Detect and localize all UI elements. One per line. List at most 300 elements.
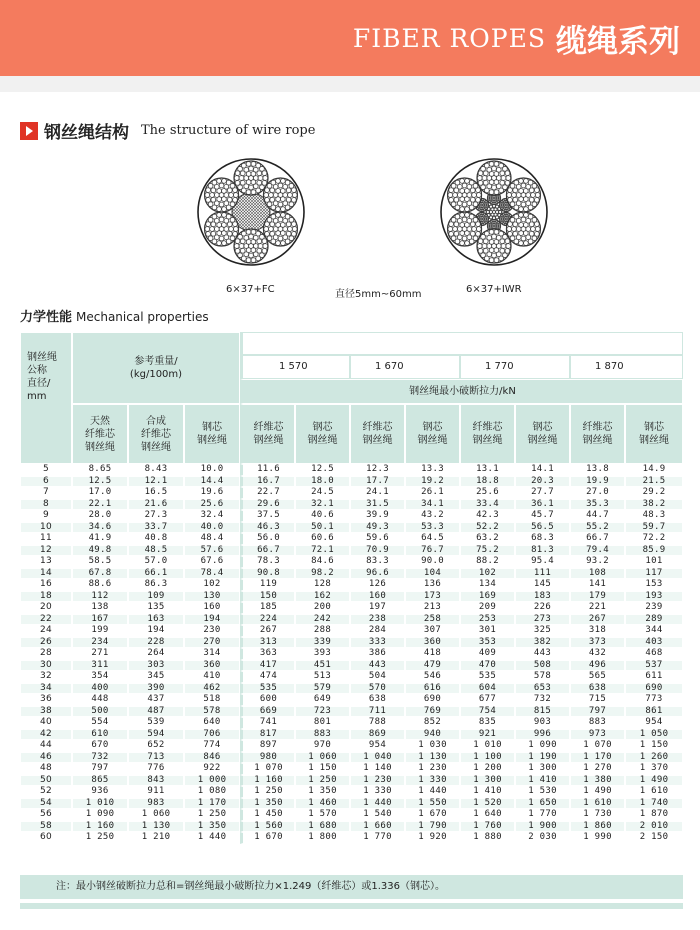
value-cell: 41.9 <box>72 533 128 545</box>
table-row <box>20 706 683 718</box>
value-cell: 40.8 <box>128 533 184 545</box>
banner-title <box>353 16 680 61</box>
diameter-cell: 42 <box>20 729 72 741</box>
structure-title-cn: 钢丝绳结构 <box>44 123 129 143</box>
column-subheader <box>460 404 515 464</box>
value-cell: 861 <box>625 706 683 718</box>
value-cell: 49.3 <box>350 522 405 534</box>
value-cell: 690 <box>405 694 460 706</box>
value-cell: 102 <box>184 579 240 591</box>
diameter-cell: 54 <box>20 798 72 810</box>
value-cell: 360 <box>405 637 460 649</box>
value-cell: 410 <box>184 671 240 683</box>
value-cell: 13.8 <box>570 464 625 476</box>
value-cell: 46.3 <box>240 522 295 534</box>
value-cell: 451 <box>295 660 350 672</box>
value-cell: 70.9 <box>350 545 405 557</box>
value-cell: 1 490 <box>625 775 683 787</box>
value-cell: 38.2 <box>625 499 683 511</box>
value-cell: 1 250 <box>72 832 128 844</box>
weight-header-line: (kg/100m) <box>129 369 183 380</box>
diameter-cell: 26 <box>20 637 72 649</box>
value-cell: 883 <box>295 729 350 741</box>
column-subheader-line: 纤维芯 <box>582 422 613 433</box>
value-cell: 1 330 <box>350 786 405 798</box>
value-cell: 60.6 <box>295 533 350 545</box>
value-cell: 16.5 <box>128 487 184 499</box>
value-cell: 138 <box>72 602 128 614</box>
diameter-cell: 30 <box>20 660 72 672</box>
value-cell: 1 650 <box>515 798 570 810</box>
value-cell: 14.4 <box>184 476 240 488</box>
value-cell: 136 <box>405 579 460 591</box>
value-cell: 238 <box>350 614 405 626</box>
value-cell: 12.1 <box>128 476 184 488</box>
value-cell: 194 <box>128 625 184 637</box>
value-cell: 815 <box>515 706 570 718</box>
value-cell: 52.2 <box>460 522 515 534</box>
value-cell: 59.6 <box>350 533 405 545</box>
value-cell: 382 <box>515 637 570 649</box>
value-cell: 33.7 <box>128 522 184 534</box>
table-row <box>20 752 683 764</box>
column-subheader-line: 钢丝绳 <box>582 435 613 446</box>
value-cell: 487 <box>128 706 184 718</box>
value-cell: 970 <box>295 740 350 752</box>
value-cell: 1 380 <box>570 775 625 787</box>
diameter-cell: 5 <box>20 464 72 476</box>
table-row <box>20 694 683 706</box>
grade-top-spacer <box>240 332 683 355</box>
value-cell: 12.5 <box>72 476 128 488</box>
value-cell: 393 <box>295 648 350 660</box>
value-cell: 1 660 <box>350 821 405 833</box>
value-cell: 53.3 <box>405 522 460 534</box>
value-cell: 84.6 <box>295 556 350 568</box>
value-cell: 1 610 <box>625 786 683 798</box>
value-cell: 921 <box>460 729 515 741</box>
column-subheader-line: 天然 <box>90 415 110 427</box>
value-cell: 325 <box>515 625 570 637</box>
value-cell: 200 <box>295 602 350 614</box>
grade-header: 1 870 <box>570 355 683 380</box>
value-cell: 289 <box>625 614 683 626</box>
value-cell: 1 920 <box>405 832 460 844</box>
column-subheader-line: 钢芯 <box>422 422 443 433</box>
value-cell: 883 <box>570 717 625 729</box>
value-cell: 66.7 <box>240 545 295 557</box>
table-row <box>20 625 683 637</box>
value-cell: 980 <box>240 752 295 764</box>
value-cell: 339 <box>295 637 350 649</box>
diameter-cell: 36 <box>20 694 72 706</box>
value-cell: 48.4 <box>184 533 240 545</box>
value-cell: 773 <box>625 694 683 706</box>
value-cell: 611 <box>625 671 683 683</box>
value-cell: 183 <box>515 591 570 603</box>
value-cell: 741 <box>240 717 295 729</box>
value-cell: 373 <box>570 637 625 649</box>
column-subheader-line: 钢丝绳 <box>141 441 171 453</box>
table-row <box>20 545 683 557</box>
value-cell: 1 070 <box>240 763 295 775</box>
value-cell: 36.1 <box>515 499 570 511</box>
value-cell: 713 <box>128 752 184 764</box>
value-cell: 197 <box>350 602 405 614</box>
value-cell: 1 250 <box>184 809 240 821</box>
value-cell: 911 <box>128 786 184 798</box>
value-cell: 443 <box>515 648 570 660</box>
value-cell: 1 050 <box>625 729 683 741</box>
value-cell: 468 <box>625 648 683 660</box>
diameter-cell: 28 <box>20 648 72 660</box>
value-cell: 578 <box>515 671 570 683</box>
diameter-cell: 22 <box>20 614 72 626</box>
value-cell: 66.7 <box>570 533 625 545</box>
table-row <box>20 476 683 488</box>
value-cell: 19.9 <box>570 476 625 488</box>
value-cell: 43.2 <box>405 510 460 522</box>
value-cell: 462 <box>184 683 240 695</box>
value-cell: 104 <box>405 568 460 580</box>
value-cell: 922 <box>184 763 240 775</box>
value-cell: 169 <box>460 591 515 603</box>
value-cell: 1 770 <box>515 809 570 821</box>
value-cell: 17.0 <box>72 487 128 499</box>
value-cell: 50.1 <box>295 522 350 534</box>
mechanical-title-cn: 力学性能 <box>20 310 73 325</box>
column-subheader-line: 钢丝绳 <box>417 435 448 446</box>
value-cell: 1 350 <box>184 821 240 833</box>
value-cell: 1 520 <box>460 798 515 810</box>
value-cell: 55.2 <box>570 522 625 534</box>
value-cell: 1 490 <box>570 786 625 798</box>
footer-bar <box>20 903 683 909</box>
value-cell: 108 <box>570 568 625 580</box>
value-cell: 354 <box>72 671 128 683</box>
column-subheader-line: 钢芯 <box>532 422 553 433</box>
value-cell: 1 870 <box>625 809 683 821</box>
value-cell: 386 <box>350 648 405 660</box>
value-cell: 28.0 <box>72 510 128 522</box>
value-cell: 1 330 <box>405 775 460 787</box>
column-subheader-line: 钢丝绳 <box>472 435 503 446</box>
table-row <box>20 568 683 580</box>
value-cell: 797 <box>72 763 128 775</box>
value-cell: 12.3 <box>350 464 405 476</box>
banner-divider <box>0 76 700 92</box>
value-cell: 33.4 <box>460 499 515 511</box>
diameter-cell: 58 <box>20 821 72 833</box>
value-cell: 535 <box>240 683 295 695</box>
value-cell: 14.9 <box>625 464 683 476</box>
value-cell: 1 370 <box>625 763 683 775</box>
value-cell: 18.8 <box>460 476 515 488</box>
column-subheader-line: 纤维芯 <box>253 422 284 433</box>
value-cell: 31.5 <box>350 499 405 511</box>
value-cell: 1 670 <box>240 832 295 844</box>
value-cell: 117 <box>625 568 683 580</box>
value-cell: 437 <box>128 694 184 706</box>
table-row <box>20 683 683 695</box>
value-cell: 267 <box>570 614 625 626</box>
column-subheader-line: 钢丝绳 <box>307 435 338 446</box>
value-cell: 1 090 <box>515 740 570 752</box>
value-cell: 85.9 <box>625 545 683 557</box>
value-cell: 1 730 <box>570 809 625 821</box>
value-cell: 390 <box>128 683 184 695</box>
value-cell: 11.6 <box>240 464 295 476</box>
value-cell: 1 860 <box>570 821 625 833</box>
column-subheader <box>128 404 184 464</box>
value-cell: 1 440 <box>184 832 240 844</box>
value-cell: 12.5 <box>295 464 350 476</box>
diameter-cell: 10 <box>20 522 72 534</box>
table-footnote: 注：最小钢丝破断拉力总和=钢丝绳最小破断拉力×1.249（纤维芯）或1.336（钢芯）。 <box>20 875 683 899</box>
value-cell: 2 030 <box>515 832 570 844</box>
value-cell: 1 030 <box>405 740 460 752</box>
value-cell: 546 <box>405 671 460 683</box>
value-cell: 1 740 <box>625 798 683 810</box>
value-cell: 706 <box>184 729 240 741</box>
value-cell: 59.7 <box>625 522 683 534</box>
value-cell: 112 <box>72 591 128 603</box>
value-cell: 1 160 <box>72 821 128 833</box>
column-subheader <box>295 404 350 464</box>
column-subheader-line: 钢丝绳 <box>253 435 284 446</box>
diameter-cell: 18 <box>20 591 72 603</box>
rope-cross-section-fc-diagram <box>195 156 307 268</box>
value-cell: 1 230 <box>405 763 460 775</box>
value-cell: 1 040 <box>350 752 405 764</box>
column-subheader <box>515 404 570 464</box>
iwr-caption: 6×37+IWR <box>466 284 522 295</box>
value-cell: 360 <box>184 660 240 672</box>
value-cell: 869 <box>350 729 405 741</box>
value-cell: 1 760 <box>460 821 515 833</box>
value-cell: 537 <box>625 660 683 672</box>
value-cell: 307 <box>405 625 460 637</box>
value-cell: 518 <box>184 694 240 706</box>
value-cell: 88.2 <box>460 556 515 568</box>
value-cell: 1 350 <box>295 786 350 798</box>
value-cell: 29.2 <box>625 487 683 499</box>
value-cell: 101 <box>625 556 683 568</box>
value-cell: 1 250 <box>240 786 295 798</box>
value-cell: 1 800 <box>295 832 350 844</box>
column-subheader <box>350 404 405 464</box>
value-cell: 153 <box>625 579 683 591</box>
value-cell: 14.1 <box>515 464 570 476</box>
column-subheader-line: 纤维芯 <box>472 422 503 433</box>
value-cell: 1 450 <box>240 809 295 821</box>
column-subheader-line: 钢芯 <box>312 422 333 433</box>
value-cell: 18.0 <box>295 476 350 488</box>
value-cell: 513 <box>295 671 350 683</box>
diameter-cell: 46 <box>20 752 72 764</box>
value-cell: 17.7 <box>350 476 405 488</box>
value-cell: 213 <box>405 602 460 614</box>
value-cell: 221 <box>570 602 625 614</box>
diameter-cell: 16 <box>20 579 72 591</box>
value-cell: 1 550 <box>405 798 460 810</box>
value-cell: 264 <box>128 648 184 660</box>
value-cell: 8.43 <box>128 464 184 476</box>
value-cell: 496 <box>570 660 625 672</box>
break-force-header: 钢丝绳最小破断拉力/kN <box>240 379 683 404</box>
table-row <box>20 591 683 603</box>
table-row <box>20 660 683 672</box>
column-subheader <box>405 404 460 464</box>
value-cell: 1 160 <box>240 775 295 787</box>
column-subheader-line: 钢芯 <box>202 422 222 433</box>
value-cell: 40.6 <box>295 510 350 522</box>
table-row <box>20 499 683 511</box>
table-row <box>20 775 683 787</box>
value-cell: 801 <box>295 717 350 729</box>
value-cell: 1 410 <box>515 775 570 787</box>
value-cell: 1 770 <box>350 832 405 844</box>
value-cell: 973 <box>570 729 625 741</box>
value-cell: 1 200 <box>460 763 515 775</box>
value-cell: 273 <box>515 614 570 626</box>
value-cell: 57.6 <box>184 545 240 557</box>
value-cell: 10.0 <box>184 464 240 476</box>
value-cell: 20.3 <box>515 476 570 488</box>
value-cell: 504 <box>350 671 405 683</box>
mechanical-heading <box>20 306 209 325</box>
value-cell: 1 230 <box>350 775 405 787</box>
value-cell: 72.1 <box>295 545 350 557</box>
value-cell: 93.2 <box>570 556 625 568</box>
value-cell: 35.3 <box>570 499 625 511</box>
value-cell: 1 990 <box>570 832 625 844</box>
value-cell: 1 150 <box>625 740 683 752</box>
value-cell: 63.2 <box>460 533 515 545</box>
table-row <box>20 464 683 476</box>
value-cell: 24.5 <box>295 487 350 499</box>
value-cell: 353 <box>460 637 515 649</box>
value-cell: 638 <box>570 683 625 695</box>
weight-header-line: 参考重量/ <box>134 356 178 367</box>
column-subheader <box>72 404 128 464</box>
value-cell: 29.6 <box>240 499 295 511</box>
diameter-cell: 32 <box>20 671 72 683</box>
value-cell: 258 <box>405 614 460 626</box>
value-cell: 44.7 <box>570 510 625 522</box>
table-row <box>20 809 683 821</box>
value-cell: 1 250 <box>295 775 350 787</box>
value-cell: 98.2 <box>295 568 350 580</box>
value-cell: 102 <box>460 568 515 580</box>
value-cell: 1 410 <box>460 786 515 798</box>
value-cell: 68.3 <box>515 533 570 545</box>
value-cell: 732 <box>515 694 570 706</box>
value-cell: 13.1 <box>460 464 515 476</box>
value-cell: 345 <box>128 671 184 683</box>
value-cell: 253 <box>460 614 515 626</box>
value-cell: 19.2 <box>405 476 460 488</box>
value-cell: 173 <box>405 591 460 603</box>
banner-title-en: FIBER ROPES <box>352 24 546 53</box>
value-cell: 1 790 <box>405 821 460 833</box>
value-cell: 2 150 <box>625 832 683 844</box>
value-cell: 500 <box>72 706 128 718</box>
value-cell: 234 <box>72 637 128 649</box>
value-cell: 42.3 <box>460 510 515 522</box>
value-cell: 194 <box>184 614 240 626</box>
diameter-cell: 44 <box>20 740 72 752</box>
column-subheader <box>625 404 683 464</box>
value-cell: 417 <box>240 660 295 672</box>
column-subheader-line: 纤维芯 <box>362 422 393 433</box>
value-cell: 652 <box>128 740 184 752</box>
value-cell: 400 <box>72 683 128 695</box>
value-cell: 34.6 <box>72 522 128 534</box>
value-cell: 21.5 <box>625 476 683 488</box>
value-cell: 34.1 <box>405 499 460 511</box>
diameter-header <box>20 332 72 464</box>
value-cell: 1 880 <box>460 832 515 844</box>
column-subheader-line: 钢丝绳 <box>197 435 227 446</box>
column-subheader <box>240 404 295 464</box>
value-cell: 1 060 <box>128 809 184 821</box>
value-cell: 865 <box>72 775 128 787</box>
value-cell: 1 440 <box>350 798 405 810</box>
value-cell: 640 <box>184 717 240 729</box>
structure-section-heading <box>20 118 315 144</box>
table-row <box>20 614 683 626</box>
grade-header: 1 770 <box>460 355 570 380</box>
diameter-header-line: 公称 <box>27 365 47 376</box>
value-cell: 1 560 <box>240 821 295 833</box>
value-cell: 78.4 <box>184 568 240 580</box>
table-row <box>20 637 683 649</box>
value-cell: 163 <box>128 614 184 626</box>
value-cell: 301 <box>460 625 515 637</box>
value-cell: 669 <box>240 706 295 718</box>
diameter-cell: 60 <box>20 832 72 844</box>
value-cell: 271 <box>72 648 128 660</box>
grade-header: 1 670 <box>350 355 460 380</box>
value-cell: 579 <box>295 683 350 695</box>
value-cell: 1 350 <box>240 798 295 810</box>
column-subheader <box>184 404 240 464</box>
value-cell: 67.6 <box>184 556 240 568</box>
value-cell: 199 <box>72 625 128 637</box>
value-cell: 160 <box>350 591 405 603</box>
value-cell: 25.6 <box>184 499 240 511</box>
value-cell: 1 010 <box>460 740 515 752</box>
column-subheader-line: 钢芯 <box>644 422 664 433</box>
value-cell: 1 460 <box>295 798 350 810</box>
value-cell: 1 170 <box>570 752 625 764</box>
rope-cross-section-iwr-diagram <box>438 156 550 268</box>
table-row <box>20 522 683 534</box>
value-cell: 313 <box>240 637 295 649</box>
value-cell: 670 <box>72 740 128 752</box>
value-cell: 193 <box>625 591 683 603</box>
value-cell: 48.3 <box>625 510 683 522</box>
table-row <box>20 763 683 775</box>
value-cell: 1 140 <box>350 763 405 775</box>
value-cell: 1 100 <box>460 752 515 764</box>
value-cell: 64.5 <box>405 533 460 545</box>
column-subheader-line: 钢丝绳 <box>639 435 669 446</box>
value-cell: 1 900 <box>515 821 570 833</box>
value-cell: 72.2 <box>625 533 683 545</box>
value-cell: 24.1 <box>350 487 405 499</box>
